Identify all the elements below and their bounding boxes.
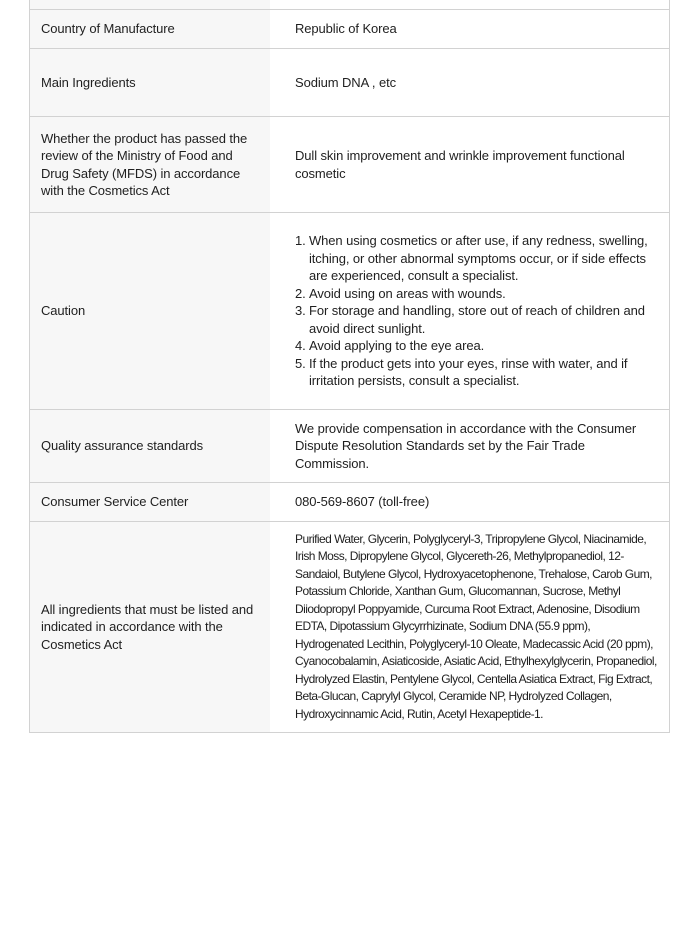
table-row-caution bbox=[30, 213, 669, 410]
caution-item bbox=[295, 285, 657, 303]
table-row-country bbox=[30, 10, 669, 49]
quality-assurance-label: Quality assurance standards bbox=[30, 410, 270, 482]
table-row-all-ingredients bbox=[30, 522, 669, 733]
caution-item-text: For storage and handling, store out of reach of children and avoid direct sunlight. bbox=[309, 303, 645, 336]
caution-item-text: Avoid using on areas with wounds. bbox=[309, 285, 506, 301]
table-row-mfds-review bbox=[30, 117, 669, 213]
caution-item bbox=[295, 232, 657, 285]
main-ingredients-value: Sodium DNA , etc bbox=[295, 74, 396, 90]
table-row-main-ingredients bbox=[30, 49, 669, 117]
value-cell-top bbox=[270, 0, 669, 9]
caution-item-number: 4. bbox=[295, 338, 306, 354]
consumer-service-label: Consumer Service Center bbox=[30, 483, 270, 521]
consumer-service-value: 080-569-8607 (toll-free) bbox=[295, 494, 430, 510]
caution-item bbox=[295, 302, 657, 337]
table-row-quality-assurance bbox=[30, 410, 669, 483]
caution-item-text: If the product gets into your eyes, rinse with water, and if irritation persists, consult a specialist. bbox=[309, 355, 628, 389]
caution-item-number: 2. bbox=[295, 285, 306, 301]
caution-label: Caution bbox=[30, 213, 270, 409]
caution-item-number: 3. bbox=[295, 303, 306, 319]
caution-item-number: 5. bbox=[295, 355, 306, 371]
caution-item-number: 1. bbox=[295, 233, 306, 249]
all-ingredients-label: All ingredients that must be listed and indicated in accordance with the Cosmetics Act bbox=[30, 522, 270, 732]
country-of-manufacture-value: Republic of Korea bbox=[295, 21, 397, 37]
caution-item-text: When using cosmetics or after use, if any redness, swelling, itching, or other abnormal symptoms occur, or if side effects are experienced, consult a specialist. bbox=[309, 233, 648, 284]
product-info-table bbox=[29, 0, 670, 733]
country-of-manufacture-label: Country of Manufacture bbox=[30, 10, 270, 48]
mfds-review-label: Whether the product has passed the review of the Ministry of Food and Drug Safety (MFDS) in accordance with the Cosmetics Act bbox=[30, 117, 270, 212]
main-ingredients-label: Main Ingredients bbox=[30, 49, 270, 116]
quality-assurance-value: We provide compensation in accordance with the Consumer Dispute Resolution Standards set by the Fair Trade Commission. bbox=[295, 420, 637, 471]
table-row-top-partial bbox=[30, 0, 669, 10]
label-cell-top bbox=[30, 0, 270, 9]
caution-item-text: Avoid applying to the eye area. bbox=[309, 338, 485, 354]
all-ingredients-value: Purified Water, Glycerin, Polyglyceryl-3, Tripropylene Glycol, Niacinamide, Irish Moss, Dipropylene Glycol, Glycereth-26, Methylpropanediol, 12-Sandaiol, Butylene Glycol, Hydroxyacetophenone, Trehalose, Carob Gum, Potassium Chloride, Xanthan Gum, Glucomannan, Sucrose, Methyl Diiodopropyl Poppyamide, Curcuma Root Extract, Adenosine, Disodium EDTA, Dipotassium Glycyrrhizinate, Sodium DNA (55.9 ppm), Hydrogenated Lecithin, Polyglyceryl-10 Oleate, Madecassic Acid (20 ppm), Cyanocobalamin, Asiaticoside, Asiatic Acid, Ethylhexylglycerin, Propanediol, Hydrolyzed Elastin, Pentylene Glycol, Centella Asiatica Extract, Fig Extract, Beta-Glucan, Caprylyl Glycol, Ceramide NP, Hydrolyzed Collagen, Hydroxycinnamic Acid, Rutin, Acetyl Hexapeptide-1. bbox=[295, 531, 657, 721]
mfds-review-value: Dull skin improvement and wrinkle improvement functional cosmetic bbox=[295, 148, 625, 181]
caution-value bbox=[270, 213, 669, 409]
caution-item bbox=[295, 337, 657, 355]
caution-item bbox=[295, 355, 657, 390]
table-row-consumer-service bbox=[30, 483, 669, 522]
caution-list bbox=[295, 232, 657, 390]
